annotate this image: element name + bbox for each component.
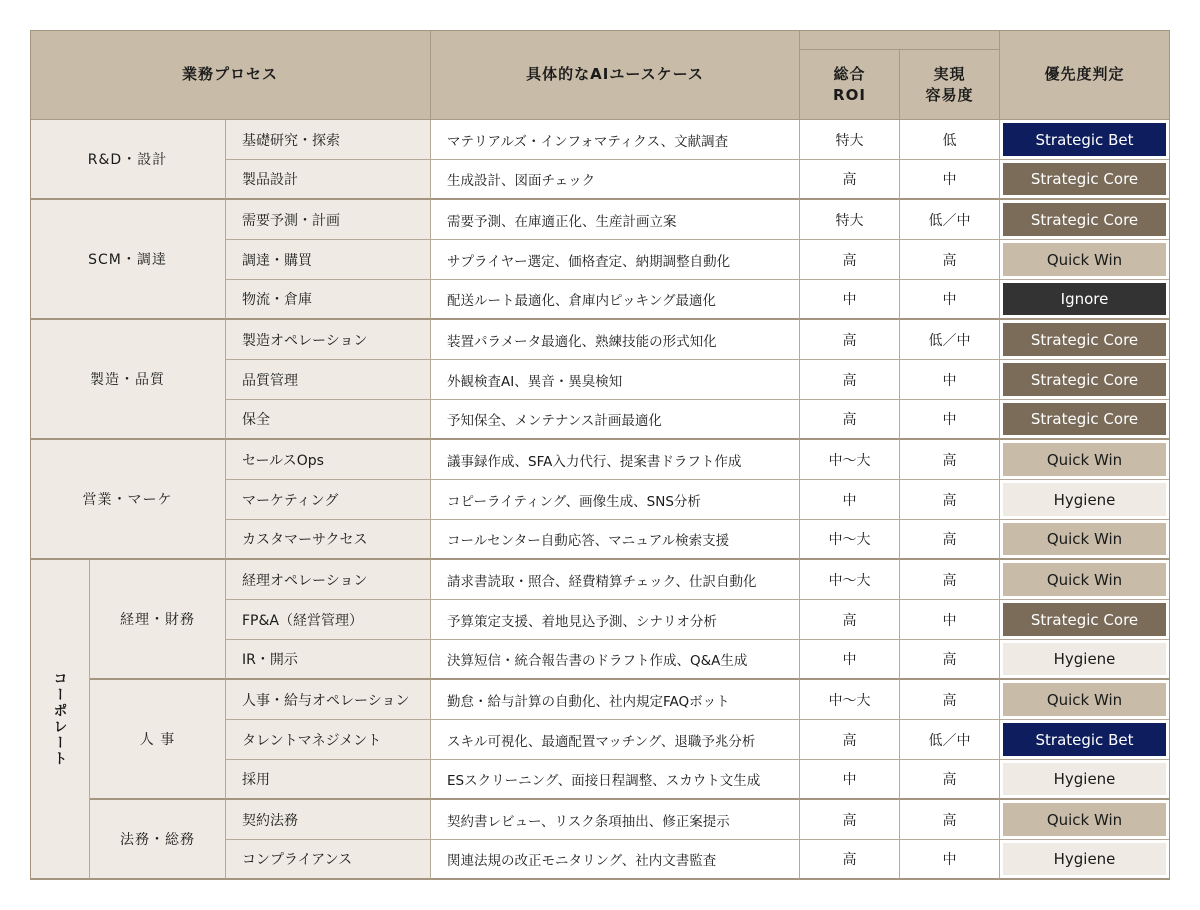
- usecase-cell: [431, 240, 800, 280]
- ease-cell-text: 低: [942, 132, 957, 149]
- ease-cell-text: 高: [942, 572, 957, 589]
- ease-cell-text: 低／中: [928, 332, 971, 349]
- subcategory-label-text: 経理・財務: [120, 612, 195, 628]
- process-cell-text: 人事・給与オペレーション: [242, 692, 410, 709]
- usecase-cell-text: 請求書読取・照合、経費精算チェック、仕訳自動化: [447, 573, 757, 590]
- usecase-cell-text: スキル可視化、最適配置マッチング、退職予兆分析: [447, 733, 756, 750]
- roi-cell-text: 高: [842, 612, 857, 629]
- ease-cell: [900, 480, 1000, 520]
- header-process: [30, 30, 431, 120]
- priority-cell: [1000, 400, 1170, 440]
- process-cell-text: タレントマネジメント: [242, 732, 382, 749]
- process-cell-text: 需要予測・計画: [242, 212, 340, 229]
- process-cell: [226, 640, 431, 680]
- header-roi: [800, 50, 900, 120]
- category-label: [30, 200, 226, 320]
- roi-cell: [800, 720, 900, 760]
- ease-cell: [900, 840, 1000, 880]
- header-usecase: [431, 30, 800, 120]
- ease-cell-text: 中: [942, 172, 957, 188]
- process-cell-text: 物流・倉庫: [242, 292, 312, 308]
- priority-badge: Strategic Core: [1003, 163, 1166, 195]
- roi-cell: [800, 520, 900, 560]
- process-cell-text: コンプライアンス: [242, 852, 353, 868]
- process-cell-text: 保全: [242, 412, 270, 428]
- header-roi-text: 総合 ROI: [833, 65, 866, 104]
- process-cell: [226, 520, 431, 560]
- usecase-cell-text: 生成設計、図面チェック: [447, 173, 596, 189]
- priority-cell: [1000, 560, 1170, 600]
- priority-badge: Strategic Core: [1003, 403, 1166, 435]
- ease-cell: [900, 720, 1000, 760]
- priority-cell: [1000, 360, 1170, 400]
- roi-cell: [800, 760, 900, 800]
- usecase-cell-text: コールセンター自動応答、マニュアル検索支援: [447, 533, 730, 549]
- process-cell: [226, 600, 431, 640]
- roi-cell: [800, 320, 900, 360]
- priority-badge: Quick Win: [1003, 243, 1166, 276]
- process-cell: [226, 720, 431, 760]
- process-cell-text: 製造オペレーション: [242, 332, 368, 349]
- process-cell: [226, 240, 431, 280]
- ease-cell: [900, 640, 1000, 680]
- usecase-cell-text: 決算短信・統合報告書のドラフト作成、Q&A生成: [447, 653, 748, 669]
- usecase-cell: [431, 760, 800, 800]
- ease-cell: [900, 600, 1000, 640]
- ease-cell-text: 中: [942, 372, 957, 389]
- roi-cell: [800, 600, 900, 640]
- roi-cell-text: 特大: [835, 212, 864, 229]
- ease-cell-text: 低／中: [928, 212, 971, 229]
- roi-cell-text: 中: [842, 772, 857, 788]
- usecase-cell-text: 外観検査AI、異音・異臭検知: [447, 373, 623, 390]
- ease-cell: [900, 680, 1000, 720]
- priority-cell: [1000, 160, 1170, 200]
- category-label: [30, 560, 90, 880]
- roi-cell: [800, 440, 900, 480]
- ease-cell: [900, 360, 1000, 400]
- process-cell-text: カスタマーサクセス: [242, 532, 368, 548]
- process-cell: [226, 320, 431, 360]
- usecase-cell: [431, 640, 800, 680]
- usecase-cell: [431, 160, 800, 200]
- usecase-cell: [431, 720, 800, 760]
- roi-cell: [800, 680, 900, 720]
- process-cell-text: マーケティング: [242, 492, 339, 509]
- priority-badge: Strategic Bet: [1003, 123, 1166, 156]
- process-cell: [226, 840, 431, 880]
- priority-cell: [1000, 680, 1170, 720]
- roi-cell-text: 高: [842, 412, 857, 428]
- ease-cell-text: 中: [942, 852, 957, 868]
- process-cell-text: 契約法務: [242, 812, 298, 829]
- priority-cell: [1000, 760, 1170, 800]
- ease-cell: [900, 240, 1000, 280]
- usecase-cell: [431, 600, 800, 640]
- roi-cell: [800, 360, 900, 400]
- category-label-text: コーポレート: [51, 671, 68, 767]
- roi-cell-text: 中～大: [828, 572, 871, 589]
- category-label: [30, 440, 226, 560]
- usecase-cell-text: コピーライティング、画像生成、SNS分析: [447, 493, 701, 510]
- priority-badge: Hygiene: [1003, 483, 1166, 516]
- process-cell: [226, 480, 431, 520]
- usecase-cell: [431, 400, 800, 440]
- priority-badge: Quick Win: [1003, 563, 1166, 596]
- ease-cell: [900, 760, 1000, 800]
- roi-cell-text: 中: [842, 492, 857, 509]
- usecase-cell: [431, 680, 800, 720]
- category-label-text: SCM・調達: [88, 252, 167, 268]
- usecase-cell: [431, 840, 800, 880]
- priority-badge: Quick Win: [1003, 803, 1166, 836]
- process-cell: [226, 160, 431, 200]
- ease-cell-text: 高: [942, 452, 957, 469]
- usecase-cell: [431, 120, 800, 160]
- priority-cell: [1000, 280, 1170, 320]
- usecase-cell-text: 配送ルート最適化、倉庫内ピッキング最適化: [447, 293, 717, 309]
- process-cell-text: 基礎研究・探索: [242, 132, 340, 149]
- process-cell-text: FP&A（経営管理）: [242, 612, 363, 629]
- usecase-cell-text: 契約書レビュー、リスク条項抽出、修正案提示: [447, 813, 730, 830]
- category-label-text: R&D・設計: [87, 152, 168, 168]
- ease-cell: [900, 280, 1000, 320]
- process-cell: [226, 760, 431, 800]
- category-label: [30, 320, 226, 440]
- header-band: [800, 30, 1000, 50]
- roi-cell-text: 高: [842, 172, 857, 188]
- ease-cell-text: 中: [942, 412, 957, 428]
- roi-cell: [800, 200, 900, 240]
- usecase-cell-text: 装置パラメータ最適化、熟練技能の形式知化: [447, 333, 717, 350]
- roi-cell-text: 高: [842, 852, 857, 868]
- subcategory-label: [90, 680, 226, 800]
- ease-cell: [900, 200, 1000, 240]
- usecase-cell: [431, 280, 800, 320]
- usecase-cell: [431, 800, 800, 840]
- ease-cell-text: 中: [942, 292, 957, 308]
- roi-cell-text: 中～大: [828, 452, 871, 469]
- roi-cell-text: 中～大: [828, 532, 871, 548]
- priority-cell: [1000, 120, 1170, 160]
- usecase-cell-text: 議事録作成、SFA入力代行、提案書ドラフト作成: [447, 453, 742, 470]
- priority-badge: Strategic Core: [1003, 363, 1166, 396]
- ease-cell: [900, 400, 1000, 440]
- process-cell: [226, 560, 431, 600]
- priority-badge: Strategic Bet: [1003, 723, 1166, 756]
- ease-cell-text: 中: [942, 612, 957, 629]
- process-cell: [226, 680, 431, 720]
- subcategory-label: [90, 800, 226, 880]
- ease-cell-text: 低／中: [928, 732, 971, 749]
- ease-cell: [900, 800, 1000, 840]
- priority-cell: [1000, 240, 1170, 280]
- process-cell: [226, 200, 431, 240]
- roi-cell: [800, 280, 900, 320]
- priority-cell: [1000, 480, 1170, 520]
- ease-cell: [900, 560, 1000, 600]
- roi-cell-text: 高: [842, 732, 857, 749]
- ease-cell-text: 高: [942, 252, 957, 269]
- usecase-cell: [431, 480, 800, 520]
- roi-cell: [800, 640, 900, 680]
- ease-cell: [900, 320, 1000, 360]
- priority-cell: [1000, 600, 1170, 640]
- header-ease: [900, 50, 1000, 120]
- roi-cell-text: 高: [842, 252, 857, 269]
- subcategory-label: [90, 560, 226, 680]
- roi-cell-text: 中: [842, 292, 857, 308]
- roi-cell-text: 高: [842, 812, 857, 829]
- priority-cell: [1000, 520, 1170, 560]
- roi-cell: [800, 160, 900, 200]
- ease-cell-text: 高: [942, 492, 957, 509]
- priority-badge: Hygiene: [1003, 843, 1166, 875]
- usecase-cell-text: サプライヤー選定、価格査定、納期調整自動化: [447, 253, 731, 270]
- roi-cell-text: 中: [842, 652, 857, 668]
- roi-cell: [800, 120, 900, 160]
- priority-badge: Quick Win: [1003, 683, 1166, 716]
- subcategory-label-text: 法務・総務: [120, 832, 195, 848]
- ease-cell-text: 高: [942, 772, 957, 788]
- usecase-cell: [431, 440, 800, 480]
- ease-cell: [900, 120, 1000, 160]
- category-label-text: 営業・マーケ: [82, 492, 173, 508]
- usecase-cell-text: ESスクリーニング、面接日程調整、スカウト文生成: [447, 773, 761, 789]
- roi-cell: [800, 480, 900, 520]
- priority-badge: Strategic Core: [1003, 323, 1166, 356]
- process-cell-text: 調達・購買: [242, 252, 312, 269]
- ease-cell-text: 高: [942, 812, 957, 829]
- category-label-text: 製造・品質: [90, 372, 165, 388]
- process-cell-text: セールスOps: [242, 452, 324, 469]
- priority-badge: Quick Win: [1003, 443, 1166, 476]
- priority-cell: [1000, 640, 1170, 680]
- usecase-cell: [431, 360, 800, 400]
- usecase-cell-text: 勤怠・給与計算の自動化、社内規定FAQボット: [447, 693, 730, 710]
- usecase-cell-text: 関連法規の改正モニタリング、社内文書監査: [447, 853, 717, 869]
- roi-cell-text: 特大: [835, 132, 864, 149]
- usecase-cell: [431, 520, 800, 560]
- process-cell: [226, 360, 431, 400]
- header-ease-text: 実現 容易度: [925, 65, 974, 104]
- priority-badge: Ignore: [1003, 283, 1166, 315]
- process-cell-text: 製品設計: [242, 172, 298, 188]
- process-cell: [226, 400, 431, 440]
- roi-cell: [800, 400, 900, 440]
- ease-cell-text: 高: [942, 692, 957, 709]
- subcategory-label-text: 人 事: [139, 732, 176, 748]
- process-cell: [226, 280, 431, 320]
- roi-cell-text: 高: [842, 332, 857, 349]
- roi-cell: [800, 560, 900, 600]
- process-cell: [226, 800, 431, 840]
- usecase-cell-text: 需要予測、在庫適正化、生産計画立案: [447, 213, 677, 230]
- ease-cell-text: 高: [942, 652, 957, 668]
- process-cell-text: 経理オペレーション: [242, 572, 368, 589]
- usecase-cell-text: マテリアルズ・インフォマティクス、文献調査: [447, 133, 729, 150]
- header-priority-text: 優先度判定: [1044, 65, 1125, 84]
- header-priority: [1000, 30, 1170, 120]
- process-cell: [226, 120, 431, 160]
- ease-cell: [900, 520, 1000, 560]
- priority-cell: [1000, 320, 1170, 360]
- roi-cell-text: 中～大: [828, 692, 871, 709]
- priority-badge: Hygiene: [1003, 763, 1166, 795]
- priority-cell: [1000, 200, 1170, 240]
- priority-cell: [1000, 440, 1170, 480]
- usecase-cell: [431, 200, 800, 240]
- process-cell: [226, 440, 431, 480]
- category-label: [30, 120, 226, 200]
- ease-cell: [900, 160, 1000, 200]
- priority-badge: Hygiene: [1003, 643, 1166, 675]
- roi-cell-text: 高: [842, 372, 857, 389]
- priority-cell: [1000, 720, 1170, 760]
- usecase-cell-text: 予知保全、メンテナンス計画最適化: [447, 413, 662, 429]
- process-cell-text: 採用: [242, 772, 270, 788]
- usecase-cell: [431, 560, 800, 600]
- priority-cell: [1000, 840, 1170, 880]
- process-cell-text: IR・開示: [242, 652, 298, 668]
- process-cell-text: 品質管理: [242, 372, 298, 389]
- priority-badge: Strategic Core: [1003, 203, 1166, 236]
- usecase-cell-text: 予算策定支援、着地見込予測、シナリオ分析: [447, 613, 717, 630]
- usecase-cell: [431, 320, 800, 360]
- roi-cell: [800, 840, 900, 880]
- header-usecase-text: 具体的なAIユースケース: [526, 65, 704, 84]
- ease-cell: [900, 440, 1000, 480]
- roi-cell: [800, 800, 900, 840]
- priority-badge: Quick Win: [1003, 523, 1166, 555]
- roi-cell: [800, 240, 900, 280]
- ease-cell-text: 高: [942, 532, 957, 548]
- priority-cell: [1000, 800, 1170, 840]
- priority-badge: Strategic Core: [1003, 603, 1166, 636]
- header-process-text: 業務プロセス: [181, 65, 278, 84]
